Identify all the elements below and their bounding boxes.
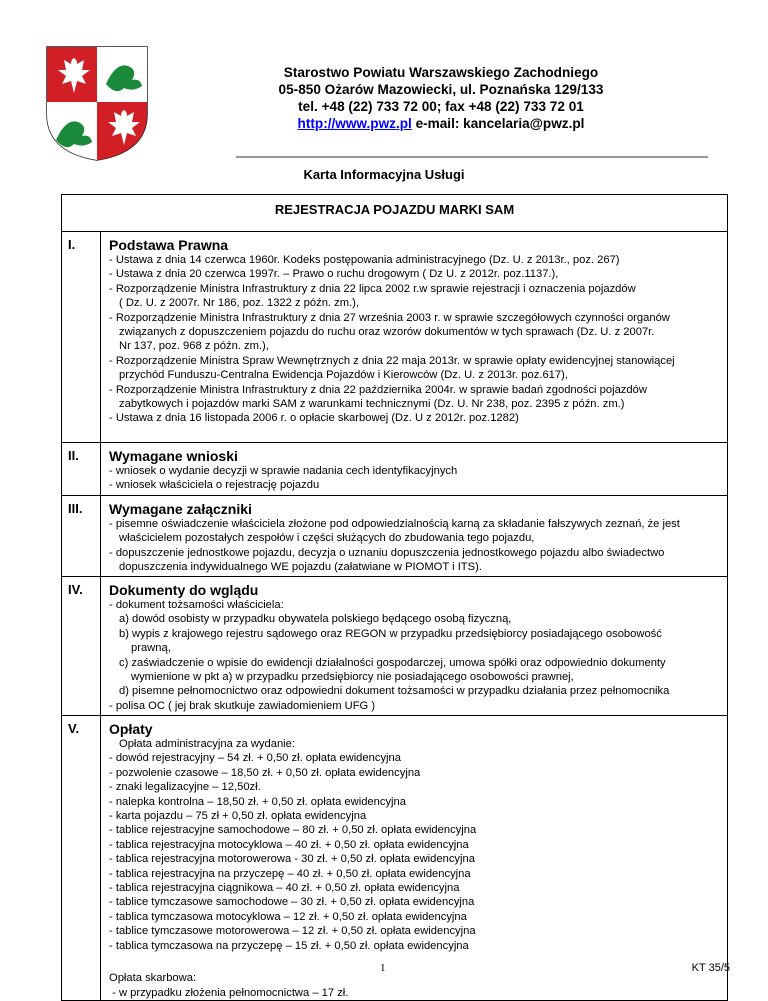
section-title: Dokumenty do wglądu — [109, 582, 259, 598]
list-item: b) wypis z krajowego rejestru sądowego oraz REGON w przypadku przedsiębiorcy posiadającego osobowość — [119, 627, 662, 640]
list-item: prawną, — [131, 642, 171, 655]
list-item: - tablice rejestracyjne samochodowe – 80 zł. + 0,50 zł. opłata ewidencyjna — [109, 824, 477, 837]
list-item: d) pisemne pełnomocnictwo oraz odpowiedni dokument tożsamości w przypadku działania przez pełnomocnika — [119, 685, 670, 698]
office-address: 05-850 Ożarów Mazowiecki, ul. Poznańska 129/133 — [278, 82, 604, 97]
list-item: - nalepka kontrolna – 18,50 zł. + 0,50 zł. opłata ewidencyjna — [109, 795, 406, 808]
list-item: - tablice tymczasowe samochodowe – 30 zł. + 0,50 zł. opłata ewidencyjna — [109, 896, 475, 909]
section-number: III. — [62, 496, 101, 577]
section-required-applications — [62, 443, 728, 496]
list-item: - dowód rejestracyjny – 54 zł. + 0,50 zł. opłata ewidencyjna — [109, 752, 401, 765]
section-title: Opłaty — [109, 721, 153, 737]
list-item: - tablice tymczasowe motorowerowa – 12 zł. + 0,50 zł. opłata ewidencyjna — [109, 925, 476, 938]
office-phone: tel. +48 (22) 733 72 00; fax +48 (22) 733 72 01 — [298, 99, 584, 114]
stamp-fee-title: Opłata skarbowa: — [109, 972, 197, 985]
section-documents-to-inspect — [62, 577, 728, 716]
list-item: - Rozporządzenie Ministra Spraw Wewnętrznych z dnia 22 maja 2013r. w sprawie opłaty ewidencyjnej stanowiącej — [109, 354, 675, 367]
email-text: e-mail: kancelaria@pwz.pl — [411, 116, 585, 131]
coat-of-arms-icon — [44, 44, 150, 162]
document-title-cell — [62, 195, 728, 232]
list-item: - tablica rejestracyjna ciągnikowa – 40 zł. + 0,50 zł. opłata ewidencyjna — [109, 882, 460, 895]
section-title: Podstawa Prawna — [109, 237, 229, 253]
section-number: I. — [62, 232, 101, 443]
list-item: - wniosek o wydanie decyzji w sprawie nadania cech identyfikacyjnych — [109, 465, 458, 477]
list-item: Nr 137, poz. 968 z późn. zm.), — [119, 340, 269, 353]
list-item: - karta pojazdu – 75 zł + 0,50 zł. opłata ewidencyjna — [109, 810, 367, 823]
list-item: - dopuszczenie jednostkowe pojazdu, decyzja o uznaniu dopuszczenia jednostkowego pojazdu albo świadectwo — [109, 546, 665, 559]
office-contact — [240, 115, 642, 132]
document-title: REJESTRACJA POJAZDU MARKI SAM — [274, 202, 515, 217]
fees-intro: Opłata administracyjna za wydanie: — [119, 738, 295, 750]
section-title: Wymagane załączniki — [109, 501, 252, 517]
stamp-fee-line: - w przypadku złożenia pełnomocnictwa – 17 zł. — [109, 986, 349, 999]
list-item: - tablica tymczasowa na przyczepę – 15 zł. + 0,50 zł. opłata ewidencyjna — [109, 939, 469, 952]
list-item: - Ustawa z dnia 16 listopada 2006 r. o opłacie skarbowej (Dz. U z 2012r. poz.1282) — [109, 412, 519, 425]
list-item: - wniosek właściciela o rejestrację pojazdu — [109, 479, 320, 492]
list-item: zabytkowych i pojazdów marki SAM z warunkami technicznymi (Dz. U. Nr 238, poz. 2395 z późn. zm.) — [119, 398, 625, 411]
page-number: 1 — [380, 962, 386, 974]
section-title: Wymagane wnioski — [109, 448, 238, 464]
list-item: - Rozporządzenie Ministra Infrastruktury z dnia 22 lipca 2002 r.w sprawie rejestracji i oznaczenia pojazdów — [109, 282, 636, 295]
list-item: - tablica rejestracyjna motorowerowa - 30 zł. + 0,50 zł. opłata ewidencyjna — [109, 853, 475, 866]
section-legal-basis — [62, 232, 728, 443]
list-item: - Ustawa z dnia 14 czerwca 1960r. Kodeks postępowania administracyjnego (Dz. U. z 2013r., poz. 267) — [109, 254, 620, 266]
list-item: - pozwolenie czasowe – 18,50 zł. + 0,50 zł. opłata ewidencyjna — [109, 766, 421, 779]
list-item: - znaki legalizacyjne – 12,50zł. — [109, 781, 261, 794]
section-fees — [62, 716, 728, 1001]
list-item: - polisa OC ( jej brak skutkuje zawiadomieniem UFG ) — [109, 699, 376, 712]
list-item: dopuszczenia indywidualnego WE pojazdu (załatwiane w PIOMOT i ITS). — [119, 561, 482, 574]
section-number: IV. — [62, 577, 101, 716]
website-link[interactable]: http://www.pwz.pl — [297, 116, 412, 131]
list-item: a) dowód osobisty w przypadku obywatela polskiego będącego osobą fizyczną, — [119, 613, 512, 626]
list-item: - Rozporządzenie Ministra Infrastruktury z dnia 27 września 2003 r. w sprawie szczegółowych czynności organów — [109, 311, 670, 324]
section-required-attachments — [62, 496, 728, 577]
service-table — [61, 194, 728, 1001]
list-item: wymienione w pkt a) w przypadku przedsiębiorcy nie posiadającego osobowości prawnej, — [131, 671, 574, 684]
list-item: związanych z dopuszczeniem pojazdu do ruchu oraz wzorów dokumentów w tych sprawach (Dz. U. z 2007r. — [119, 326, 655, 339]
list-item: przychód Funduszu-Centralna Ewidencja Pojazdów i Kierowców (Dz. U. z 2013r. poz.617), — [119, 369, 568, 382]
list-item: - pisemne oświadczenie właściciela złożone pod odpowiedzialnością karną za składanie fałszywych zeznań, że jest — [109, 518, 680, 530]
list-item: - tablica rejestracyjna na przyczepę – 40 zł. + 0,50 zł. opłata ewidencyjna — [109, 867, 471, 880]
list-item: c) zaświadczenie o wpisie do ewidencji działalności gospodarczej, umowa spółki oraz odpowiednio dokumenty — [119, 656, 666, 669]
list-item: - dokument tożsamości właściciela: — [109, 599, 284, 611]
list-item: - Ustawa z dnia 20 czerwca 1997r. – Prawo o ruchu drogowym ( Dz U. z 2012r. poz.1137.), — [109, 268, 559, 281]
header-divider — [236, 156, 708, 158]
section-number: V. — [62, 716, 101, 1001]
list-item: - tablica rejestracyjna motocyklowa – 40 zł. + 0,50 zł. opłata ewidencyjna — [109, 838, 469, 851]
document-code: KT 35/5 — [691, 962, 730, 974]
card-title: Karta Informacyjna Usługi — [303, 167, 465, 182]
list-item: - Rozporządzenie Ministra Infrastruktury z dnia 22 października 2004r. w sprawie badań zgodności pojazdów — [109, 383, 647, 396]
office-name: Starostwo Powiatu Warszawskiego Zachodniego — [283, 65, 599, 80]
list-item: - tablica tymczasowa motocyklowa – 12 zł. + 0,50 zł. opłata ewidencyjna — [109, 910, 467, 923]
section-number: II. — [62, 443, 101, 496]
office-header — [240, 64, 642, 132]
list-item: właścicielem pozostałych zespołów i części służących do zbudowania tego pojazdu, — [119, 532, 535, 545]
list-item: ( Dz. U. z 2007r. Nr 186, poz. 1322 z późn. zm.), — [119, 297, 360, 310]
